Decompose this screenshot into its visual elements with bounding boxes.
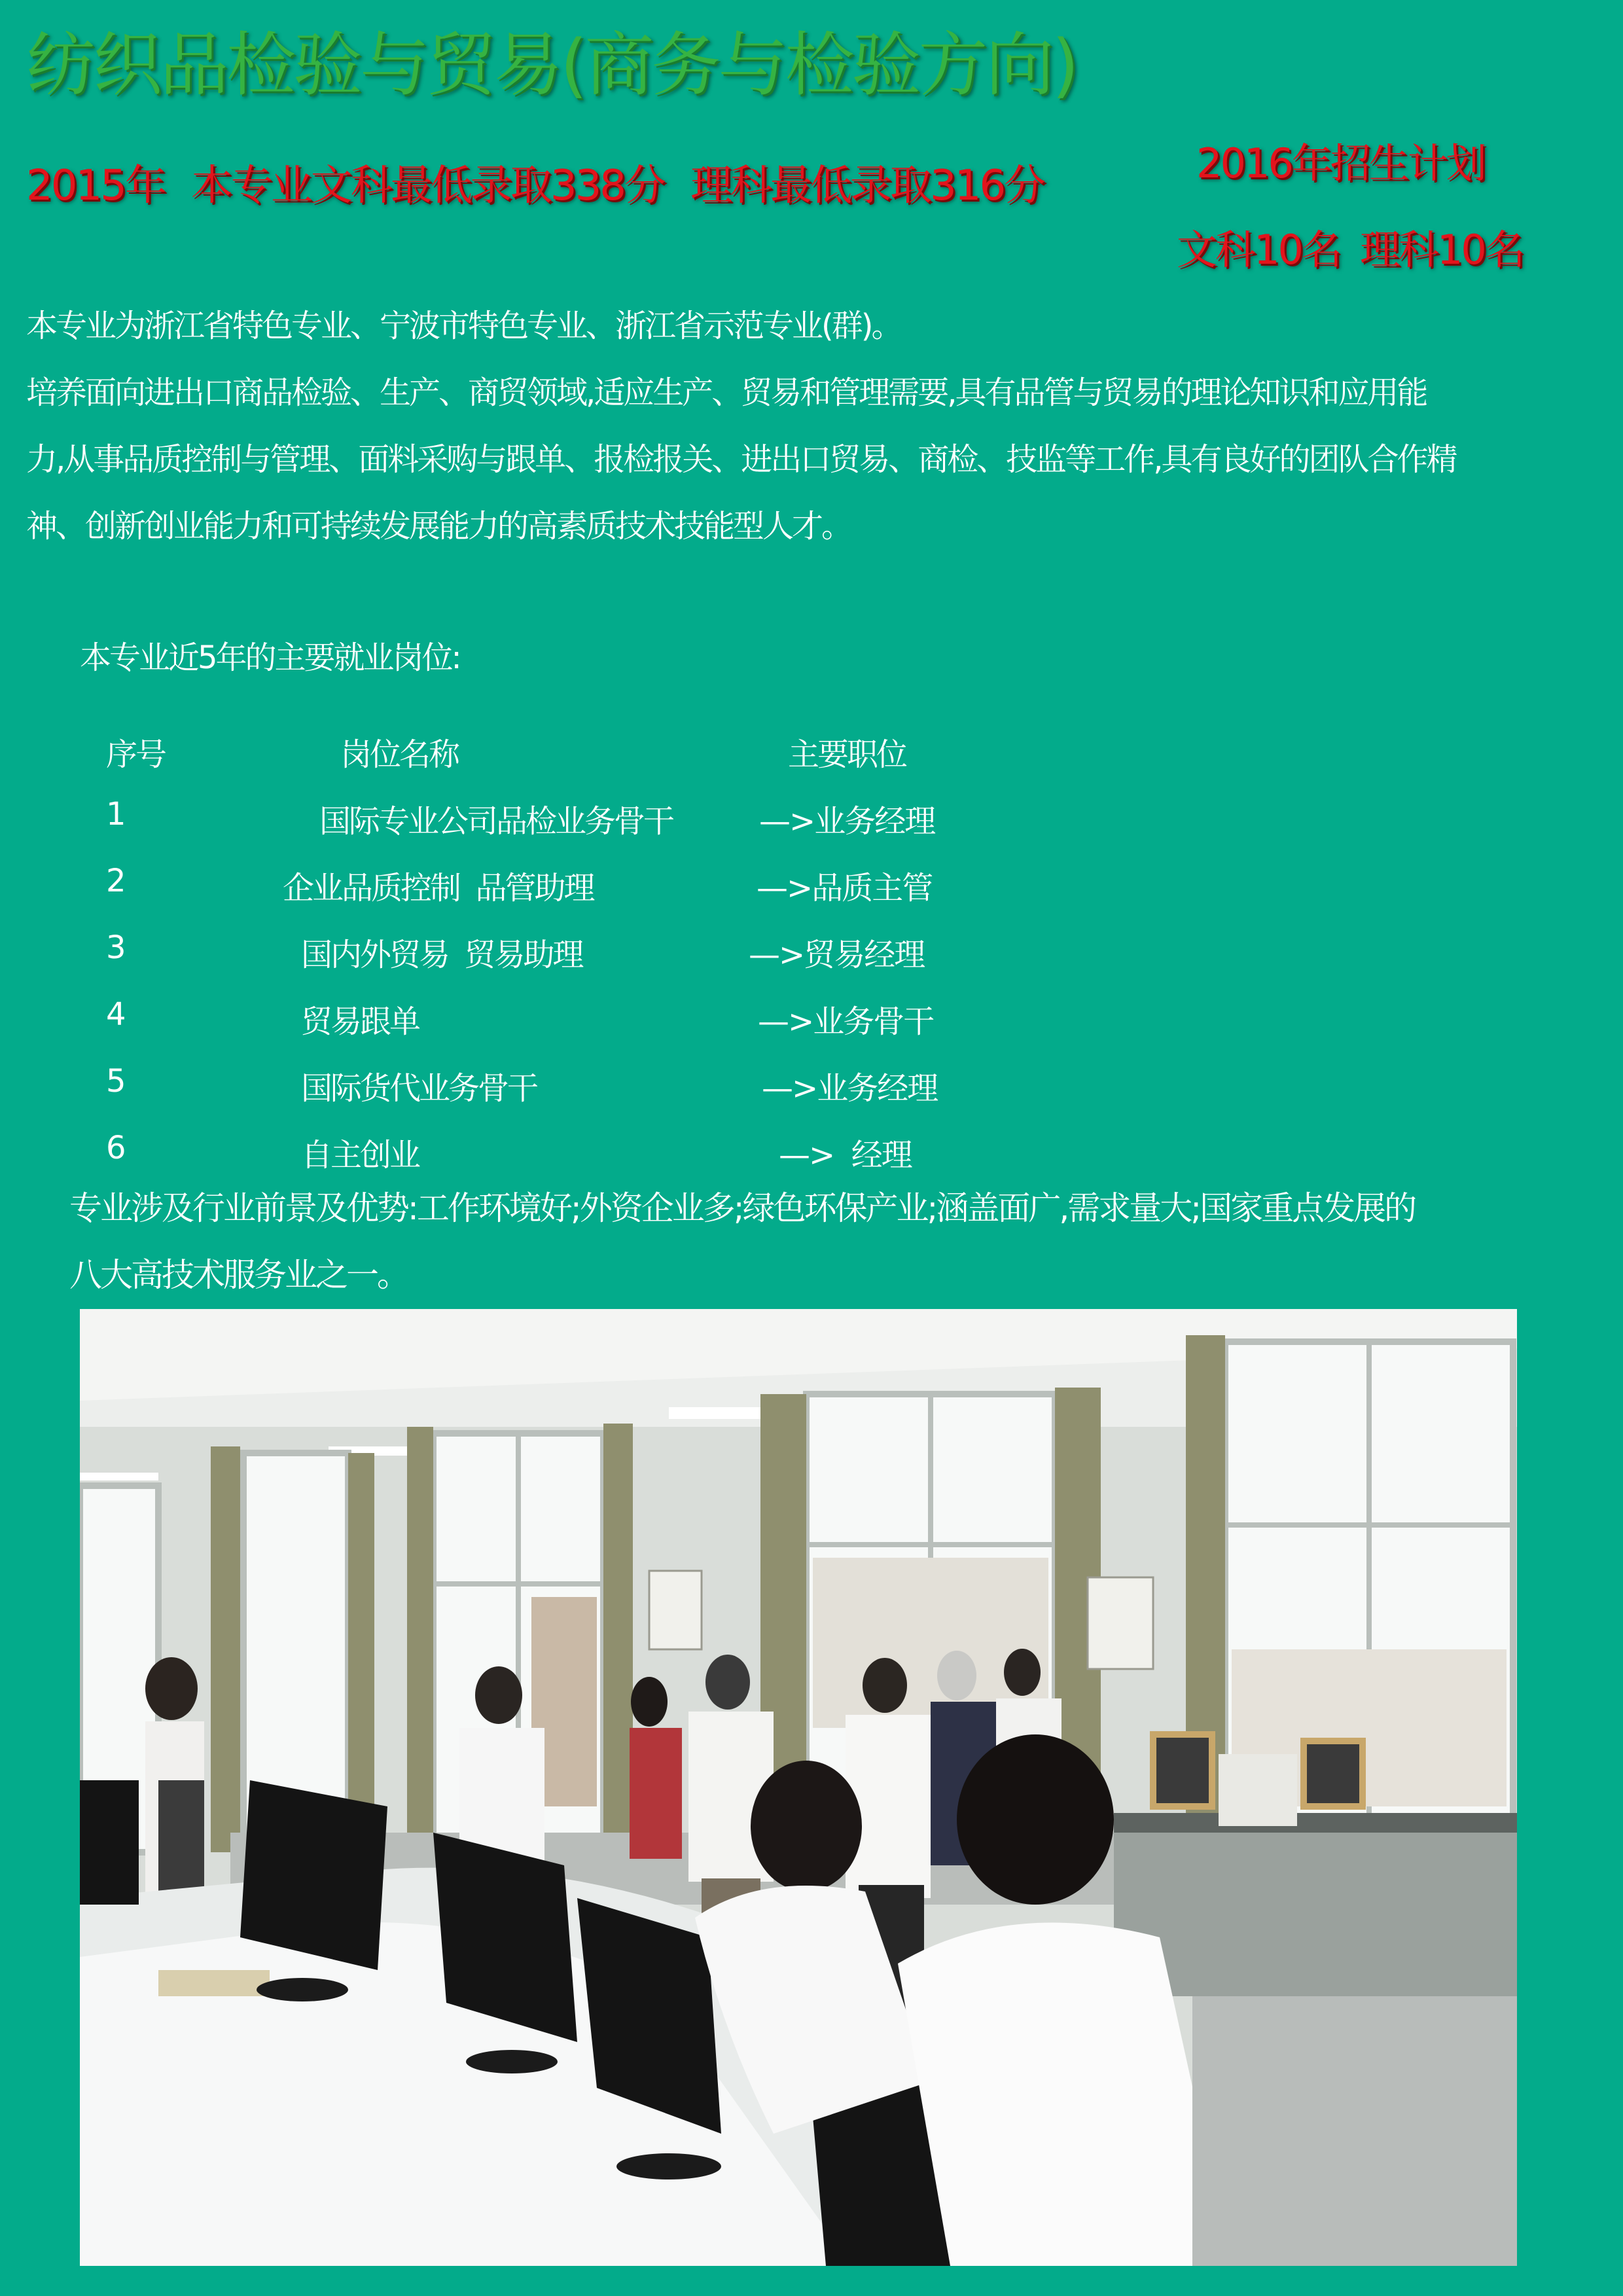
intro-line: 力,从事品质控制与管理、面料采购与跟单、报检报关、进出口贸易、商检、技监等工作,具有良好的团队合作精 [26,441,1456,478]
table-row-job-name: 自主创业 [301,1137,419,1174]
score-arts: 本专业文科最低录取338分 [190,162,665,210]
table-row-number: 6 [106,1130,124,1166]
table-row-position: —>贸易经理 [749,937,925,973]
table-row-number: 5 [106,1063,124,1100]
table-header-main-position: 主要职位 [788,736,906,773]
prospects-line: 专业涉及行业前景及优势:工作环境好;外资企业多;绿色环保产业;涵盖面广,需求量大;国家重点发展的 [69,1189,1416,1227]
page-title: 纺织品检验与贸易(商务与检验方向) [26,25,1077,105]
table-row-position: —> 经理 [779,1137,912,1174]
table-row-job-name: 国际货代业务骨干 [301,1070,537,1107]
table-row-number: 1 [106,796,124,833]
table-row-number: 2 [106,863,124,899]
table-header-number: 序号 [106,736,166,773]
table-row-number: 4 [106,996,124,1033]
table-header-job-title: 岗位名称 [340,736,459,773]
plan-arts: 文科10名 [1177,226,1340,274]
table-row-job-name: 国内外贸易 贸易助理 [301,937,582,973]
admission-score-line [26,152,1044,212]
enrollment-plan-title: 2016年招生计划 [1196,139,1485,187]
table-row-job-name: 贸易跟单 [301,1003,419,1040]
jobs-heading: 本专业近5年的主要就业岗位: [80,639,460,676]
table-row-position: —>品质主管 [757,870,933,906]
table-row-number: 3 [106,929,124,966]
table-row-job-name: 企业品质控制 品管助理 [283,870,594,906]
score-year: 2015年 [26,162,165,210]
plan-science: 理科10名 [1359,226,1524,274]
table-row-position: —>业务骨干 [758,1003,934,1040]
prospects-line: 八大高技术服务业之一。 [69,1256,408,1294]
lab-classroom-photo [80,1309,1517,2266]
intro-line: 培养面向进出口商品检验、生产、商贸领域,适应生产、贸易和管理需要,具有品管与贸易的理论知识和应用能 [26,374,1427,411]
enrollment-plan-counts [1177,217,1524,276]
intro-line: 本专业为浙江省特色专业、宁波市特色专业、浙江省示范专业(群)。 [26,308,901,344]
table-row-position: —>业务经理 [759,803,935,840]
table-row-position: —>业务经理 [762,1070,938,1107]
score-science: 理科最低录取316分 [690,162,1044,210]
intro-line: 神、创新创业能力和可持续发展能力的高素质技术技能型人才。 [26,508,851,545]
table-row-job-name: 国际专业公司品检业务骨干 [319,803,673,840]
